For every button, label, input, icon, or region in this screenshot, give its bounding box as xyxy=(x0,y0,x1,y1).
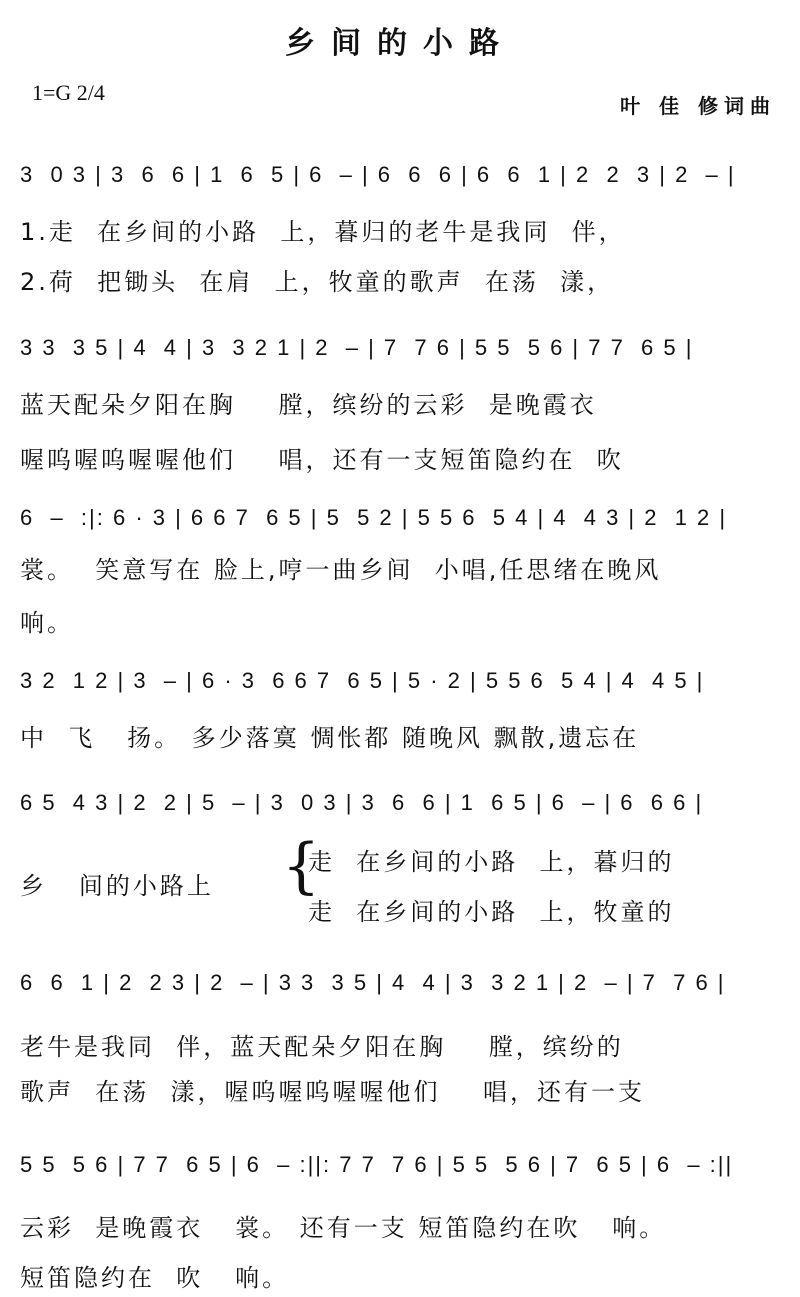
lyric-line-ending-1: 云彩 是晚霞衣 裳。 还有一支 短笛隐约在吹 响。 xyxy=(20,1214,667,1242)
lyric-line-verse-1b: 蓝天配朵夕阳在胸 膛，缤纷的云彩 是晚霞衣 xyxy=(20,391,597,419)
notation-line: 6 6 1 | 2 2 3 | 2 – | 3 3 3 5 | 4 4 | 3 3 2 1 | 2 – | 7 7 6 | xyxy=(20,970,726,995)
lyric-line-verse-1a: 1.走 在乡间的小路 上，暮归的老牛是我同 伴， xyxy=(20,218,626,246)
notation-staff-1 xyxy=(20,152,790,200)
lyric-line-repeat-1: 走 在乡间的小路 上，暮归的 xyxy=(308,848,675,876)
lyric-line-repeat-1b: 老牛是我同 伴，蓝天配朵夕阳在胸 膛，缤纷的 xyxy=(20,1033,624,1061)
notation-line: 3 2 1 2 | 3 – | 6 · 3 6 6 7 6 5 | 5 · 2 | 5 5 6 5 4 | 4 4 5 | xyxy=(20,668,705,693)
lyric-line-chorus-c: 乡 间的小路上 xyxy=(20,872,214,900)
notation-staff-3 xyxy=(20,495,790,543)
notation-staff-5 xyxy=(20,780,790,828)
lyric-line-repeat-2b: 歌声 在荡 漾，喔呜喔呜喔喔他们 唱，还有一支 xyxy=(20,1078,646,1106)
lyric-line-ending-2: 短笛隐约在 吹 响。 xyxy=(20,1264,290,1292)
composer-credit: 叶 佳 修词曲 xyxy=(620,94,776,118)
notation-staff-7 xyxy=(20,1142,790,1190)
lyric-line-repeat-2: 走 在乡间的小路 上，牧童的 xyxy=(308,898,675,926)
lyric-line-verse-2a: 2.荷 把锄头 在肩 上，牧童的歌声 在荡 漾， xyxy=(20,268,615,296)
song-title: 乡间的小路 xyxy=(285,26,515,61)
lyric-line-verse-2b: 喔呜喔呜喔喔他们 唱，还有一支短笛隐约在 吹 xyxy=(20,446,624,474)
notation-line: 3 3 3 5 | 4 4 | 3 3 2 1 | 2 – | 7 7 6 | 5 5 5 6 | 7 7 6 5 | xyxy=(20,335,694,360)
notation-line: 3 0 3 | 3 6 6 | 1 6 5 | 6 – | 6 6 6 | 6 6 1 | 2 2 3 | 2 – | xyxy=(20,162,736,187)
notation-staff-6 xyxy=(20,960,790,1008)
key-signature: 1=G 2/4 xyxy=(32,80,105,105)
brace-symbol: { xyxy=(282,831,321,901)
notation-staff-2 xyxy=(20,325,790,373)
lyric-line-chorus-b: 中 飞 扬。 多少落寞 惆怅都 随晚风 飘散,遗忘在 xyxy=(20,724,640,752)
lyric-line-chorus-a: 裳。 笑意写在 脸上,哼一曲乡间 小唱,任思绪在晚风 xyxy=(20,556,662,584)
notation-line: 6 5 4 3 | 2 2 | 5 – | 3 0 3 | 3 6 6 | 1 6 5 | 6 – | 6 6 6 | xyxy=(20,790,704,815)
notation-line: 5 5 5 6 | 7 7 6 5 | 6 – :||: 7 7 7 6 | 5 5 5 6 | 7 6 5 | 6 – :|| xyxy=(20,1152,734,1177)
notation-line: 6 – :|: 6 · 3 | 6 6 7 6 5 | 5 5 2 | 5 5 6 5 4 | 4 4 3 | 2 1 2 | xyxy=(20,505,728,530)
lyric-line-verse-2c: 响。 xyxy=(20,609,74,637)
notation-staff-4 xyxy=(20,658,790,706)
